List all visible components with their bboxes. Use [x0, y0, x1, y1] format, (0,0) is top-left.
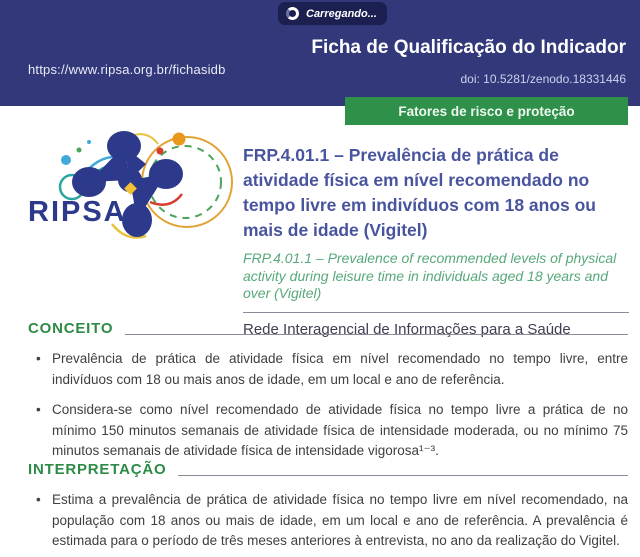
section-conceito-header	[28, 320, 628, 337]
indicator-title-block	[243, 143, 629, 338]
doi-text: doi: 10.5281/zenodo.18331446	[460, 72, 626, 86]
section-interpretacao	[28, 461, 628, 557]
ripsa-logo	[24, 124, 236, 248]
section-conceito	[28, 320, 628, 472]
section-rule	[178, 475, 628, 476]
indicator-title-pt: FRP.4.01.1 – Prevalência de prática de atividade física em nível recomendado no tempo livre em indivíduos com 18 anos ou mais de idade (Vigitel)	[243, 145, 596, 240]
network-name: Rede Interagencial de Informações para a Saúde	[243, 320, 571, 338]
section-rule	[125, 334, 628, 335]
title-divider	[243, 312, 629, 313]
loading-spinner-icon	[286, 7, 299, 20]
source-url-link[interactable]: https://www.ripsa.org.br/fichasidb	[28, 62, 226, 77]
list-item: • Considera-se como nível recomendado de atividade física no tempo livre a prática de no mínimo 150 minutos semanais de atividade física de intensidade moderada, ou no mínimo 75 minutos semanais de atividade física de intensidade vigorosa¹⁻³.	[28, 400, 628, 462]
section-conceito-title: CONCEITO	[28, 320, 114, 337]
interpretacao-bullet-list	[28, 490, 628, 552]
loading-label: Carregando...	[306, 7, 377, 20]
section-interpretacao-header	[28, 461, 628, 478]
category-badge: Fatores de risco e proteção	[345, 97, 628, 125]
conceito-bullet-list	[28, 349, 628, 462]
ripsa-wordmark: RIPSA	[28, 196, 127, 228]
list-item: • Prevalência de prática de atividade física em nível recomendado no tempo livre, entre indivíduos com 18 ou mais anos de idade, em um local e ano de referência.	[28, 349, 628, 390]
loading-toast	[278, 2, 387, 25]
section-interpretacao-title: INTERPRETAÇÃO	[28, 461, 167, 478]
list-item: • Estima a prevalência de prática de atividade física no tempo livre em nível recomendado, na população com 18 anos ou mais de idade, em um local e ano de referência. A prevalência é estimada para o período de três meses anteriores à entrevista, no ano da realização do Vigitel.	[28, 490, 628, 552]
indicator-title-en: FRP.4.01.1 – Prevalence of recommended levels of physical activity during leisure time in individuals aged 18 years and over (Vigitel)	[243, 250, 617, 301]
page-title: Ficha de Qualificação do Indicador	[311, 37, 626, 58]
header-band	[0, 0, 640, 106]
